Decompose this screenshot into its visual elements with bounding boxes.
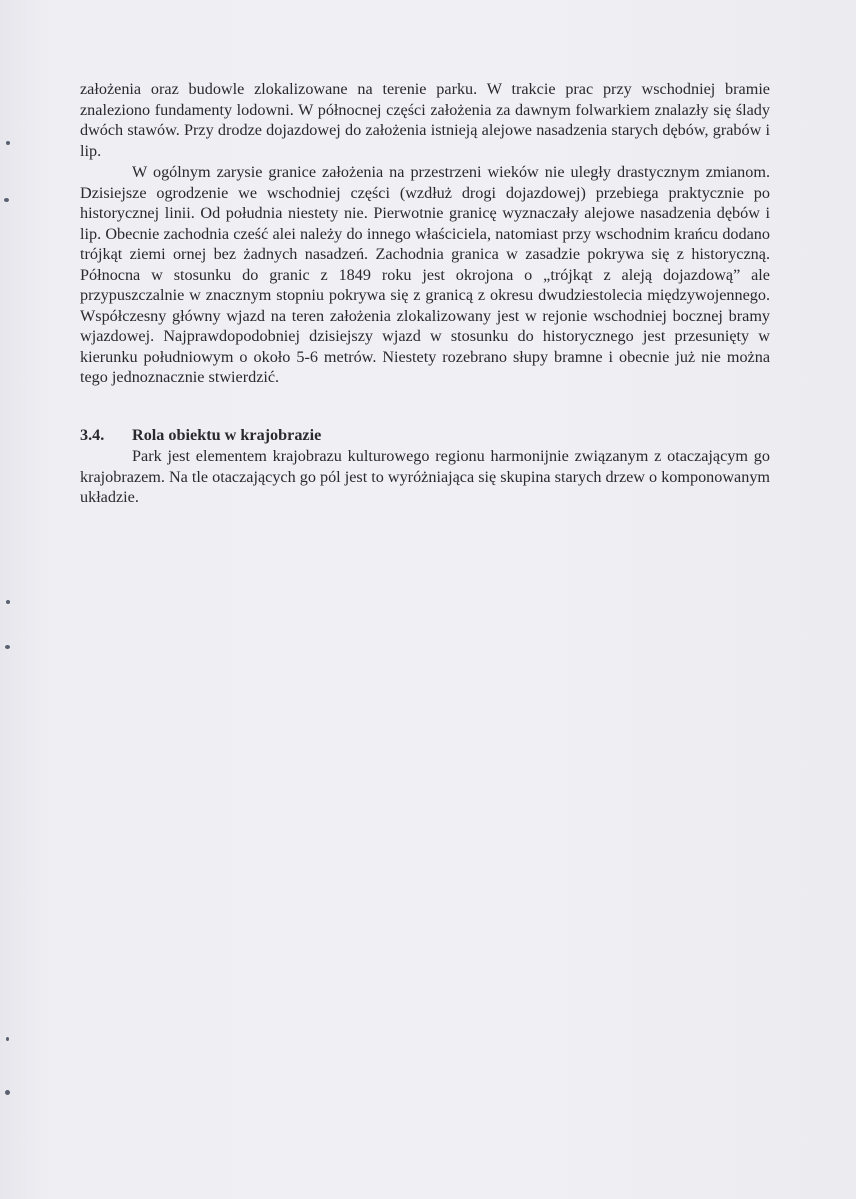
body-text-block bbox=[80, 162, 770, 388]
section-heading bbox=[80, 425, 321, 445]
body-text-block bbox=[80, 79, 770, 161]
paragraph-park-buildings: założenia oraz budowle zlokalizowane na terenie parku. W trakcie prac przy wschodniej bramie znaleziono fundamenty lodowni. W północnej części założenia za dawnym folwarkiem znalazły się ślady dwóch stawów. Przy drodze dojazdowej do założenia istnieją alejowe nasadzenia starych dębów, grabów i lip. bbox=[80, 80, 770, 160]
binder-hole-mark bbox=[6, 141, 10, 145]
binder-hole-mark bbox=[5, 1090, 10, 1095]
binder-hole-mark bbox=[4, 198, 9, 202]
paragraph-landscape-role: Park jest elementem krajobrazu kulturowego regionu harmonijnie związanym z otaczającym go krajobrazem. Na tle otaczających go pól jest to wyróżniająca się skupina starych drzew o komponowanym układzie. bbox=[80, 447, 770, 506]
section-title: Rola obiektu w krajobrazie bbox=[132, 426, 322, 444]
body-text-block bbox=[80, 446, 770, 508]
binder-hole-mark bbox=[6, 1037, 9, 1041]
section-number: 3.4. bbox=[80, 426, 105, 444]
paragraph-park-boundaries: W ogólnym zarysie granice założenia na przestrzeni wieków nie uległy drastycznym zmianom. Dzisiejsze ogrodzenie we wschodniej części (wzdłuż drogi dojazdowej) przebiega praktycznie po historycznej linii. Od południa niestety nie. Pierwotnie granicę wyznaczały alejowe nasadzenia dębów i lip. Obecnie zachodnia cześć alei należy do innego właściciela, natomiast przy wschodnim krańcu dodano trójkąt ziemi ornej bez żadnych nasadzeń. Zachodnia granica w zasadzie pokrywa się z historyczną. Północna w stosunku do granic z 1849 roku jest okrojona o „trójkąt z aleją dojazdową” ale przypuszczalnie w znacznym stopniu pokrywa się z granicą z okresu dwudziestolecia międzywojennego. Współczesny główny wjazd na teren założenia zlokalizowany jest w rejonie wschodniej bocznej bramy wjazdowej. Najprawdopodobniej dzisiejszy wjazd w stosunku do historycznego jest przesunięty w kierunku południowym o około 5-6 metrów. Niestety rozebrano słupy bramne i obecnie już nie można tego jednoznacznie stwierdzić. bbox=[80, 163, 770, 386]
binder-hole-mark bbox=[6, 600, 10, 604]
binder-hole-mark bbox=[5, 645, 10, 649]
